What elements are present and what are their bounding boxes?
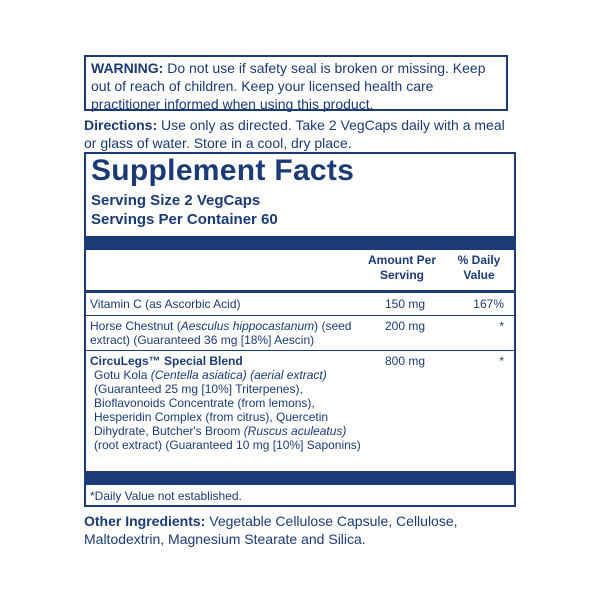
horse-chestnut-latin: Aesculus hippocastanum — [180, 319, 315, 333]
amount-horse-chestnut: 200 mg — [384, 319, 426, 333]
blend-ingredients — [90, 368, 370, 452]
blend-title: CircuLegs™ Special Blend — [90, 354, 243, 368]
amount-vitamin-c: 150 mg — [384, 297, 426, 311]
column-header-amount: Amount Per Serving — [367, 253, 436, 282]
warning-text: Do not use if safety seal is broken or missing. Keep out of reach of children. Keep your licensed health care practitioner informed when using this product. — [91, 60, 486, 112]
thick-divider-bottom — [86, 471, 514, 485]
warning-box — [84, 55, 508, 111]
ingredient-circulegs-blend — [90, 354, 370, 452]
blend-line-latin: (Ruscus aculeatus) — [243, 424, 347, 438]
blend-line: Hesperidin Complex (from citrus), Quercetin — [94, 410, 329, 424]
ingredient-horse-chestnut — [90, 319, 358, 347]
warning-label: WARNING: — [91, 60, 164, 76]
dv-circulegs-blend: * — [499, 354, 504, 368]
blend-line — [94, 368, 370, 382]
header-divider — [86, 290, 514, 293]
dv-horse-chestnut: * — [499, 319, 504, 333]
row-divider — [86, 350, 514, 351]
directions-label: Directions: — [84, 117, 158, 133]
thick-divider-top — [86, 236, 514, 250]
horse-chestnut-detail: ) (seed extract) (Guaranteed 36 mg [18%] Aescin) — [90, 319, 352, 347]
blend-line — [94, 424, 370, 438]
amount-circulegs-blend: 800 mg — [384, 354, 426, 368]
facts-title: Supplement Facts — [91, 154, 355, 187]
row-divider — [86, 315, 514, 316]
blend-line-text: Gotu Kola — [94, 368, 151, 382]
directions — [84, 116, 514, 152]
other-ingredients-text: Vegetable Cellulose Capsule, Cellulose, Maltodextrin, Magnesium Stearate and Silica. — [84, 513, 458, 547]
horse-chestnut-name: Horse Chestnut ( — [90, 319, 181, 333]
footnote: *Daily Value not established. — [90, 489, 242, 503]
servings-per-container: Servings Per Container 60 — [91, 211, 278, 228]
serving-size: Serving Size 2 VegCaps — [91, 192, 261, 209]
directions-text: Use only as directed. Take 2 VegCaps daily with a meal or glass of water. Store in a cool, dry place. — [84, 117, 505, 151]
blend-line: (root extract) (Guaranteed 10 mg [10%] Saponins) — [94, 438, 361, 452]
dv-vitamin-c: 167% — [473, 297, 504, 311]
ingredient-vitamin-c: Vitamin C (as Ascorbic Acid) — [90, 297, 241, 311]
supplement-facts-panel — [84, 152, 516, 507]
blend-line-latin: (Centella asiatica) (aerial extract) — [150, 368, 327, 382]
blend-line: (Guaranteed 25 mg [10%] Triterpenes), — [94, 382, 303, 396]
blend-line-text: Dihydrate, Butcher's Broom — [94, 424, 244, 438]
other-ingredients-label: Other Ingredients: — [84, 513, 206, 529]
other-ingredients — [84, 512, 524, 548]
column-header-daily-value: % Daily Value — [457, 253, 501, 282]
blend-line: Bioflavonoids Concentrate (from lemons), — [94, 396, 315, 410]
